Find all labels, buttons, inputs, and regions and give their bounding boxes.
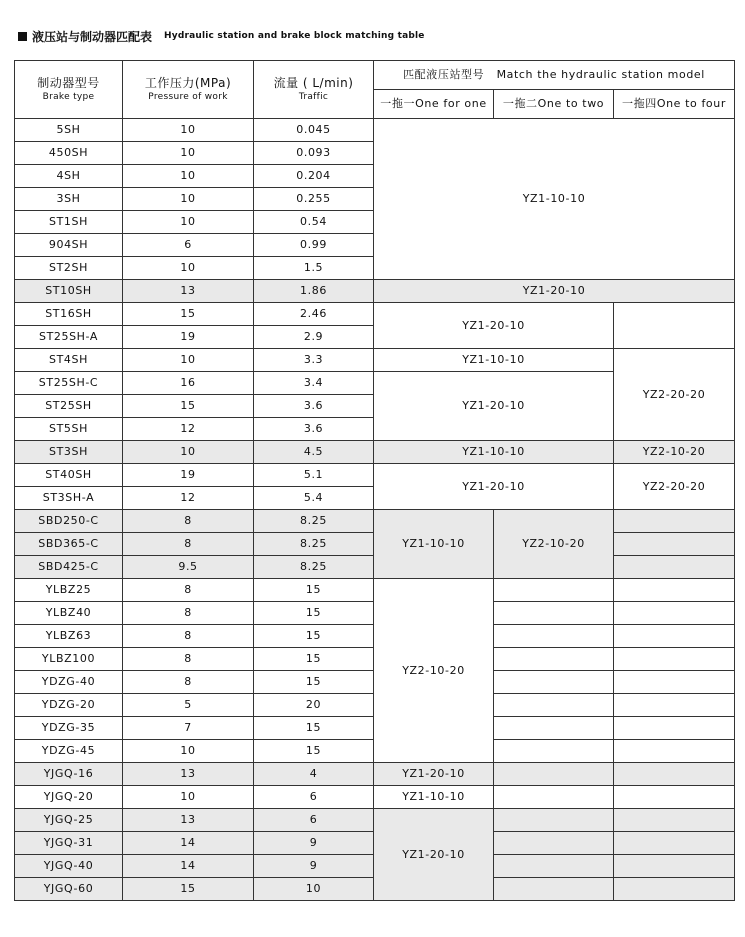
pressure-cell: 8 (123, 671, 254, 694)
flow-cell: 15 (254, 602, 374, 625)
pressure-cell: 8 (123, 602, 254, 625)
match-cell-two: YZ2-10-20 (494, 510, 614, 579)
pressure-cell: 14 (123, 855, 254, 878)
empty-cell (614, 579, 735, 602)
empty-cell (494, 671, 614, 694)
flow-cell: 0.204 (254, 165, 374, 188)
table-row (15, 763, 735, 786)
empty-cell (494, 855, 614, 878)
empty-cell (614, 717, 735, 740)
header-one-for-one: 一拖一One for one (374, 90, 494, 119)
empty-cell (614, 671, 735, 694)
pressure-cell: 8 (123, 648, 254, 671)
empty-cell (614, 303, 735, 349)
pressure-cell: 7 (123, 717, 254, 740)
flow-cell: 3.3 (254, 349, 374, 372)
pressure-cell: 15 (123, 878, 254, 901)
pressure-cell: 8 (123, 533, 254, 556)
header-row (15, 61, 735, 90)
flow-cell: 4 (254, 763, 374, 786)
match-cell: YZ1-20-10 (374, 303, 614, 349)
flow-cell: 3.6 (254, 395, 374, 418)
table-row (15, 579, 735, 602)
empty-cell (494, 763, 614, 786)
brake-type-cell: YDZG-45 (15, 740, 123, 763)
empty-cell (494, 625, 614, 648)
pressure-cell: 15 (123, 395, 254, 418)
flow-cell: 5.4 (254, 487, 374, 510)
match-cell: YZ1-10-10 (374, 510, 494, 579)
brake-type-cell: YJGQ-60 (15, 878, 123, 901)
pressure-cell: 16 (123, 372, 254, 395)
pressure-cell: 6 (123, 234, 254, 257)
match-cell: YZ1-10-10 (374, 786, 494, 809)
pressure-cell: 10 (123, 257, 254, 280)
header-flow: 流量 ( L/min) Traffic (254, 61, 374, 119)
match-cell: YZ1-20-10 (374, 464, 614, 510)
flow-cell: 6 (254, 809, 374, 832)
pressure-cell: 10 (123, 441, 254, 464)
pressure-cell: 12 (123, 418, 254, 441)
empty-cell (614, 763, 735, 786)
table-row (15, 303, 735, 326)
pressure-cell: 15 (123, 303, 254, 326)
brake-type-cell: SBD365-C (15, 533, 123, 556)
empty-cell (494, 809, 614, 832)
pressure-cell: 13 (123, 280, 254, 303)
match-cell: YZ1-20-10 (374, 763, 494, 786)
match-cell: YZ1-10-10 (374, 349, 614, 372)
empty-cell (494, 717, 614, 740)
brake-type-cell: YLBZ63 (15, 625, 123, 648)
flow-cell: 0.255 (254, 188, 374, 211)
table-row (15, 510, 735, 533)
pressure-cell: 19 (123, 464, 254, 487)
empty-cell (494, 832, 614, 855)
header-match: 匹配液压站型号 Match the hydraulic station model (374, 61, 735, 90)
brake-type-cell: ST3SH-A (15, 487, 123, 510)
page-title (18, 28, 425, 44)
pressure-cell: 10 (123, 188, 254, 211)
match-cell: YZ2-10-20 (374, 579, 494, 763)
brake-type-cell: 3SH (15, 188, 123, 211)
header-brake-type: 制动器型号 Brake type (15, 61, 123, 119)
pressure-cell: 10 (123, 142, 254, 165)
brake-type-cell: ST2SH (15, 257, 123, 280)
pressure-cell: 10 (123, 119, 254, 142)
pressure-cell: 14 (123, 832, 254, 855)
pressure-cell: 8 (123, 579, 254, 602)
brake-type-cell: YDZG-40 (15, 671, 123, 694)
brake-type-cell: 904SH (15, 234, 123, 257)
table-row (15, 280, 735, 303)
match-cell: YZ1-10-10 (374, 441, 614, 464)
brake-type-cell: YLBZ40 (15, 602, 123, 625)
brake-type-cell: YJGQ-16 (15, 763, 123, 786)
brake-type-cell: 450SH (15, 142, 123, 165)
pressure-cell: 5 (123, 694, 254, 717)
table-row (15, 349, 735, 372)
flow-cell: 1.5 (254, 257, 374, 280)
flow-cell: 0.093 (254, 142, 374, 165)
pressure-cell: 10 (123, 349, 254, 372)
empty-cell (614, 740, 735, 763)
flow-cell: 5.1 (254, 464, 374, 487)
brake-type-cell: ST25SH-C (15, 372, 123, 395)
brake-type-cell: SBD425-C (15, 556, 123, 579)
empty-cell (494, 602, 614, 625)
empty-cell (494, 740, 614, 763)
flow-cell: 20 (254, 694, 374, 717)
pressure-cell: 10 (123, 786, 254, 809)
brake-type-cell: ST25SH-A (15, 326, 123, 349)
brake-type-cell: ST3SH (15, 441, 123, 464)
table-row (15, 786, 735, 809)
header-pressure: 工作压力(MPa) Pressure of work (123, 61, 254, 119)
brake-type-cell: ST1SH (15, 211, 123, 234)
empty-cell (614, 625, 735, 648)
brake-type-cell: YJGQ-31 (15, 832, 123, 855)
flow-cell: 8.25 (254, 533, 374, 556)
header-one-to-four: 一拖四One to four (614, 90, 735, 119)
brake-type-cell: 5SH (15, 119, 123, 142)
flow-cell: 15 (254, 648, 374, 671)
empty-cell (614, 832, 735, 855)
pressure-cell: 13 (123, 763, 254, 786)
pressure-cell: 12 (123, 487, 254, 510)
flow-cell: 8.25 (254, 556, 374, 579)
flow-cell: 10 (254, 878, 374, 901)
empty-cell (494, 878, 614, 901)
table-row (15, 441, 735, 464)
match-cell: YZ1-20-10 (374, 372, 614, 441)
empty-cell (614, 602, 735, 625)
title-bullet-icon (18, 32, 27, 41)
pressure-cell: 19 (123, 326, 254, 349)
pressure-cell: 9.5 (123, 556, 254, 579)
empty-cell (614, 533, 735, 556)
flow-cell: 2.9 (254, 326, 374, 349)
pressure-cell: 8 (123, 625, 254, 648)
flow-cell: 15 (254, 579, 374, 602)
brake-type-cell: ST25SH (15, 395, 123, 418)
empty-cell (614, 694, 735, 717)
brake-type-cell: YDZG-20 (15, 694, 123, 717)
empty-cell (494, 694, 614, 717)
empty-cell (494, 786, 614, 809)
table-row (15, 464, 735, 487)
header-one-to-two: 一拖二One to two (494, 90, 614, 119)
empty-cell (614, 648, 735, 671)
empty-cell (614, 855, 735, 878)
matching-table (14, 60, 735, 901)
flow-cell: 15 (254, 717, 374, 740)
flow-cell: 2.46 (254, 303, 374, 326)
flow-cell: 4.5 (254, 441, 374, 464)
empty-cell (614, 556, 735, 579)
brake-type-cell: YJGQ-40 (15, 855, 123, 878)
title-cn: 液压站与制动器匹配表 (32, 29, 153, 44)
match-cell: YZ1-10-10 (374, 119, 735, 280)
empty-cell (614, 510, 735, 533)
brake-type-cell: ST5SH (15, 418, 123, 441)
flow-cell: 3.4 (254, 372, 374, 395)
flow-cell: 15 (254, 740, 374, 763)
brake-type-cell: ST4SH (15, 349, 123, 372)
match-cell-four: YZ2-20-20 (614, 464, 735, 510)
flow-cell: 15 (254, 671, 374, 694)
brake-type-cell: SBD250-C (15, 510, 123, 533)
match-cell-four: YZ2-20-20 (614, 349, 735, 441)
empty-cell (494, 579, 614, 602)
flow-cell: 9 (254, 832, 374, 855)
empty-cell (494, 648, 614, 671)
empty-cell (614, 878, 735, 901)
pressure-cell: 10 (123, 165, 254, 188)
brake-type-cell: YJGQ-20 (15, 786, 123, 809)
empty-cell (614, 809, 735, 832)
brake-type-cell: 4SH (15, 165, 123, 188)
flow-cell: 0.54 (254, 211, 374, 234)
brake-type-cell: YDZG-35 (15, 717, 123, 740)
table-row (15, 119, 735, 142)
flow-cell: 1.86 (254, 280, 374, 303)
flow-cell: 9 (254, 855, 374, 878)
brake-type-cell: YLBZ25 (15, 579, 123, 602)
flow-cell: 8.25 (254, 510, 374, 533)
brake-type-cell: ST16SH (15, 303, 123, 326)
pressure-cell: 10 (123, 211, 254, 234)
match-cell-four: YZ2-10-20 (614, 441, 735, 464)
flow-cell: 15 (254, 625, 374, 648)
match-cell: YZ1-20-10 (374, 809, 494, 901)
flow-cell: 6 (254, 786, 374, 809)
brake-type-cell: YLBZ100 (15, 648, 123, 671)
flow-cell: 0.99 (254, 234, 374, 257)
flow-cell: 3.6 (254, 418, 374, 441)
pressure-cell: 8 (123, 510, 254, 533)
match-cell: YZ1-20-10 (374, 280, 735, 303)
pressure-cell: 13 (123, 809, 254, 832)
pressure-cell: 10 (123, 740, 254, 763)
flow-cell: 0.045 (254, 119, 374, 142)
empty-cell (614, 786, 735, 809)
brake-type-cell: ST40SH (15, 464, 123, 487)
title-en: Hydraulic station and brake block matching table (164, 31, 425, 41)
table-row (15, 809, 735, 832)
brake-type-cell: ST10SH (15, 280, 123, 303)
brake-type-cell: YJGQ-25 (15, 809, 123, 832)
